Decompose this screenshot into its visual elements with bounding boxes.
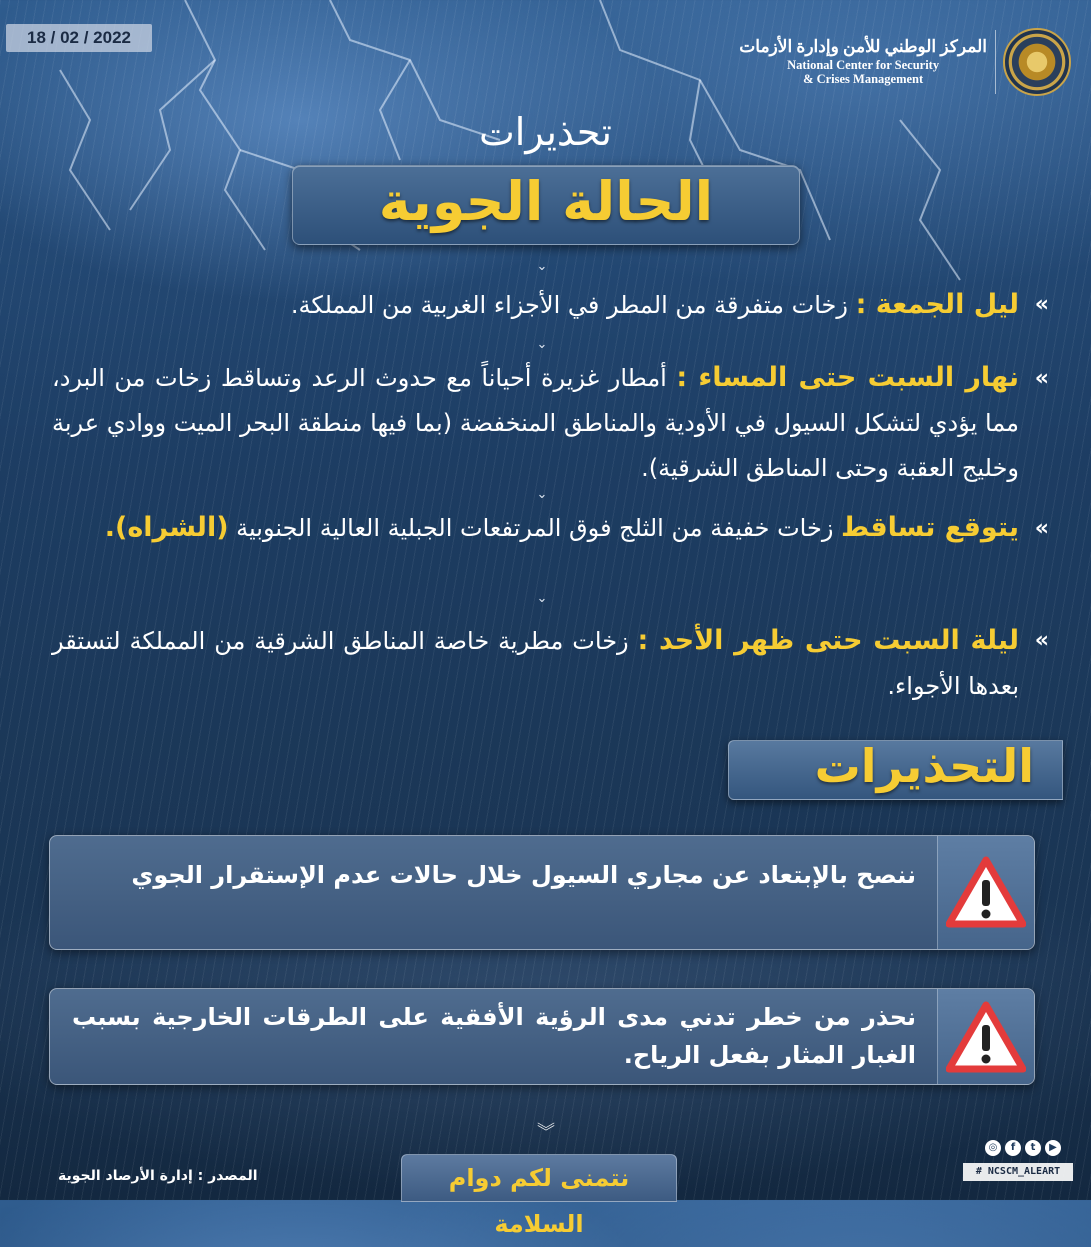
organization-name-ar: المركز الوطني للأمن وإدارة الأزمات [739,37,987,56]
page-title: الحالة الجوية [378,170,714,233]
title-box [292,165,800,245]
warning-triangle-icon [946,1001,1026,1073]
youtube-icon[interactable]: ▶ [1045,1140,1061,1156]
forecast-item-4 [52,618,1019,709]
warnings-section-title: التحذيرات [814,739,1034,793]
forecast-item-2-text: أمطار غزيرة أحياناً مع حدوث الرعد وتساقط زخات من البرد، مما يؤدي لتشكل السيول في الأودية والمناطق المنخفضة (بما فيها منطقة البحر الميت ووادي عربة وخليج العقبة وحتى المناطق الشرقية). [52,364,1019,482]
warning-card-1 [49,835,1035,950]
instagram-icon[interactable]: ◎ [985,1140,1001,1156]
chevron-double-down-icon: ︾ [537,1122,555,1143]
hashtag-badge: # NCSCM_ALEART [963,1163,1073,1181]
forecast-item-4-text: زخات مطرية خاصة المناطق الشرقية من المملكة لتستقر بعدها الأجواء. [52,627,1019,700]
chevron-down-icon: ⌄ [536,591,548,606]
bullet-icon: « [1034,516,1049,541]
social-icons [985,1140,1061,1156]
organization-name [739,36,987,86]
logo-divider [995,30,996,94]
forecast-item-1-highlight: ليل الجمعة : [855,289,1019,320]
forecast-item-4-highlight: ليلة السبت حتى ظهر الأحد : [637,625,1020,656]
warning-triangle-icon [946,856,1026,928]
warning-card-2-text: نحذر من خطر تدني مدى الرؤية الأفقية على الطرقات الخارجية بسبب الغبار المثار بفعل الرياح. [72,1003,916,1069]
twitter-icon[interactable]: t [1025,1140,1041,1156]
chevron-down-icon: ⌄ [536,487,548,502]
forecast-item-1-text: زخات متفرقة من المطر في الأجزاء الغربية من المملكة. [290,291,856,319]
facebook-icon[interactable]: f [1005,1140,1021,1156]
forecast-item-3-text: زخات خفيفة من الثلج فوق المرتفعات الجبلية العالية الجنوبية [228,514,842,542]
organization-name-en-1: National Center for Security [787,58,940,72]
warning-card-1-text: ننصح بالإبتعاد عن مجاري السيول خلال حالات عدم الإستقرار الجوي [131,861,916,889]
closing-wish: نتمنى لكم دوام السلامة [401,1154,677,1202]
warning-card-side [937,836,1034,949]
forecast-item-3 [52,505,1019,551]
bullet-icon: « [1034,366,1049,391]
warnings-section-header [728,740,1063,800]
organization-name-en-2: & Crises Management [803,72,924,86]
forecast-item-3-highlight: يتوقع تساقط [841,512,1019,543]
date-badge: 18 / 02 / 2022 [6,24,152,52]
forecast-item-2 [52,355,1019,491]
warning-card-side [937,989,1034,1084]
warning-card-2 [49,988,1035,1085]
bullet-icon: « [1034,628,1049,653]
bullet-icon: « [1034,292,1049,317]
warnings-label: تحذيرات [479,110,612,154]
source-label: المصدر : إدارة الأرصاد الجوية [58,1168,258,1184]
forecast-item-3-highlight-2: (الشراه). [104,512,229,543]
chevron-down-icon: ⌄ [536,337,548,352]
forecast-item-2-highlight: نهار السبت حتى المساء : [676,362,1019,393]
organization-logo [1003,28,1071,96]
chevron-down-icon: ⌄ [536,259,548,274]
forecast-item-1 [52,282,1019,328]
